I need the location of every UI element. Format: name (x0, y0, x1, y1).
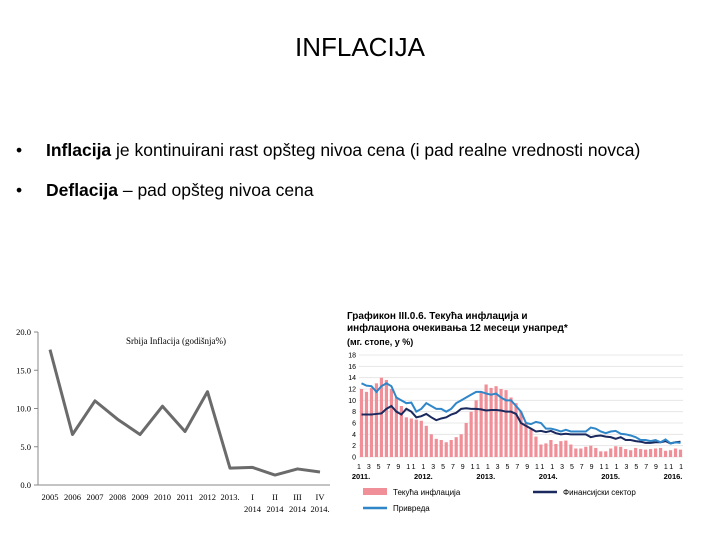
year-label: 2011. (351, 472, 371, 481)
inflation-bar (385, 380, 388, 457)
inflation-bar (440, 440, 443, 457)
inflation-bar (435, 439, 438, 457)
inflation-bar (460, 434, 463, 457)
bullet-item-inflacija (14, 140, 714, 161)
inflation-bar (489, 388, 492, 457)
figure-subtitle: (мг. стопе, у %) (347, 337, 414, 347)
inflation-bar (455, 437, 458, 457)
x-tick-label: II (272, 492, 278, 502)
inflation-bar (589, 446, 592, 457)
inflation-bar (554, 444, 557, 457)
inflation-bar (445, 442, 448, 457)
y-tick-label: 6 (352, 420, 356, 428)
y-tick-label: 10.0 (16, 403, 31, 414)
inflation-bar (509, 398, 512, 458)
year-label: 2016. (663, 472, 683, 481)
inflation-bar (405, 417, 408, 457)
x-tick-label-year: 2014. (310, 504, 330, 514)
inflation-bar (370, 388, 373, 457)
y-tick-label: 0 (352, 454, 356, 462)
inflation-bar (634, 448, 637, 457)
x-tick-label-year: 2014 (289, 504, 306, 514)
inflation-bar (569, 445, 572, 457)
inflation-bar (644, 450, 647, 457)
inflation-bar (375, 383, 378, 457)
figure-title-line2: инфлациона очекивања 12 месеци унапред* (347, 323, 568, 334)
inflation-bar (559, 441, 562, 457)
bullet-list (14, 140, 714, 220)
bullet-text (46, 140, 640, 161)
inflation-bar (450, 440, 453, 457)
inflation-bar (425, 426, 428, 457)
bullet-dot-icon: • (16, 140, 23, 160)
legend-label: Текућа инфлација (393, 488, 461, 497)
y-tick-label: 15.0 (16, 365, 31, 376)
bullet-term: Inflacija (46, 140, 112, 160)
year-label: 2014. (538, 472, 558, 481)
bullet-term: Deflacija (46, 180, 118, 200)
inflation-bar (380, 378, 383, 457)
inflation-bar (629, 450, 632, 457)
inflation-bar (669, 450, 672, 457)
y-tick-label: 12 (348, 386, 356, 394)
slide-title: INFLACIJA (294, 32, 426, 62)
inflation-bar (654, 449, 657, 458)
bullet-definition: je kontinuirani rast opšteg nivoa cena (i pad realne vrednosti novca) (111, 140, 641, 160)
y-tick-label: 20.0 (16, 327, 31, 337)
inflation-bar (534, 437, 537, 457)
chart-title: Srbija Inflacija (godišnja%) (126, 336, 226, 346)
figure-title-line1: Графикон III.0.6. Текућа инфлација и (347, 311, 528, 322)
y-tick-label: 8 (352, 409, 356, 417)
bullet-text (46, 180, 314, 201)
inflation-bar (549, 440, 552, 457)
y-tick-label: 18 (348, 352, 356, 360)
legend-label: Привреда (393, 504, 430, 513)
bullet-definition: – pad opšteg nivoa cena (117, 180, 314, 200)
inflation-bar (390, 389, 393, 457)
x-tick-label: 2007 (86, 492, 104, 502)
x-tick-label: 2013. (220, 492, 240, 502)
inflation-bar (574, 449, 577, 458)
x-tick-label: III (293, 492, 302, 502)
inflation-bar (599, 451, 602, 457)
x-tick-label: 2011 (176, 492, 194, 502)
inflation-bar (519, 412, 522, 457)
inflation-bar (594, 448, 597, 457)
legend-label: Финансијски сектор (563, 488, 636, 497)
y-tick-label: 16 (348, 363, 356, 371)
x-tick-label: IV (315, 492, 325, 502)
legend-swatch-bars (363, 488, 387, 495)
inflation-bar (624, 449, 627, 457)
inflation-bar (480, 392, 483, 457)
inflation-bar (465, 423, 468, 457)
x-tick-label: 2006 (64, 492, 81, 502)
inflation-bar (360, 389, 363, 457)
inflation-bar (485, 384, 488, 457)
y-tick-label: 14 (348, 375, 356, 383)
inflation-bar (564, 441, 567, 457)
y-tick-label: 4 (352, 431, 356, 439)
inflation-bar (415, 420, 418, 457)
month-tick-labels: 1 3 5 7 9 11 1 3 5 7 9 11 1 3 5 7 9 11 1 3 5 7 9 11 1 3 5 7 9 11 1 (357, 464, 684, 471)
inflation-bar (365, 392, 368, 457)
inflation-bar (514, 403, 517, 457)
inflation-bar (674, 449, 677, 458)
y-tick-label: 5.0 (20, 441, 31, 452)
bullet-dot-icon: • (16, 180, 23, 200)
inflation-bar (584, 447, 587, 457)
inflation-bar (410, 418, 413, 457)
inflation-bar (544, 443, 547, 457)
inflation-bar (529, 429, 532, 457)
year-label: 2013. (476, 472, 496, 481)
x-tick-label: 2005 (41, 492, 59, 502)
inflation-bar (494, 386, 497, 457)
x-tick-label: 2010 (154, 492, 171, 502)
inflation-bar (679, 450, 682, 457)
inflation-bar (609, 449, 612, 458)
inflation-bar (430, 434, 433, 457)
inflation-bar (664, 451, 667, 457)
inflation-bar (649, 449, 652, 457)
inflation-bar (614, 446, 617, 457)
serbia-inflation-chart (0, 310, 340, 540)
nbs-inflation-figure (343, 305, 693, 535)
y-tick-label: 0.0 (20, 480, 31, 490)
inflation-bar (619, 447, 622, 457)
inflation-bar (395, 398, 398, 458)
inflation-bar (420, 421, 423, 457)
y-tick-label: 2 (352, 443, 356, 451)
x-tick-label-year: 2014 (244, 504, 261, 514)
x-tick-label: I (251, 492, 254, 502)
inflation-bar (604, 451, 607, 457)
year-label: 2015. (601, 472, 620, 481)
inflation-bar (470, 412, 473, 457)
x-tick-label: 2008 (109, 492, 126, 502)
bullet-item-deflacija (14, 180, 714, 201)
inflation-bar (524, 423, 527, 457)
x-tick-label: 2009 (131, 492, 149, 502)
inflation-bar (539, 445, 542, 457)
y-tick-label: 10 (348, 397, 356, 405)
year-label: 2012. (414, 472, 433, 481)
inflation-bar (659, 448, 662, 457)
inflation-bar (639, 449, 642, 457)
x-tick-label-year: 2014 (266, 504, 284, 514)
inflation-bar (579, 449, 582, 458)
x-tick-label: 2012 (199, 492, 216, 502)
inflation-series-line (50, 350, 320, 475)
